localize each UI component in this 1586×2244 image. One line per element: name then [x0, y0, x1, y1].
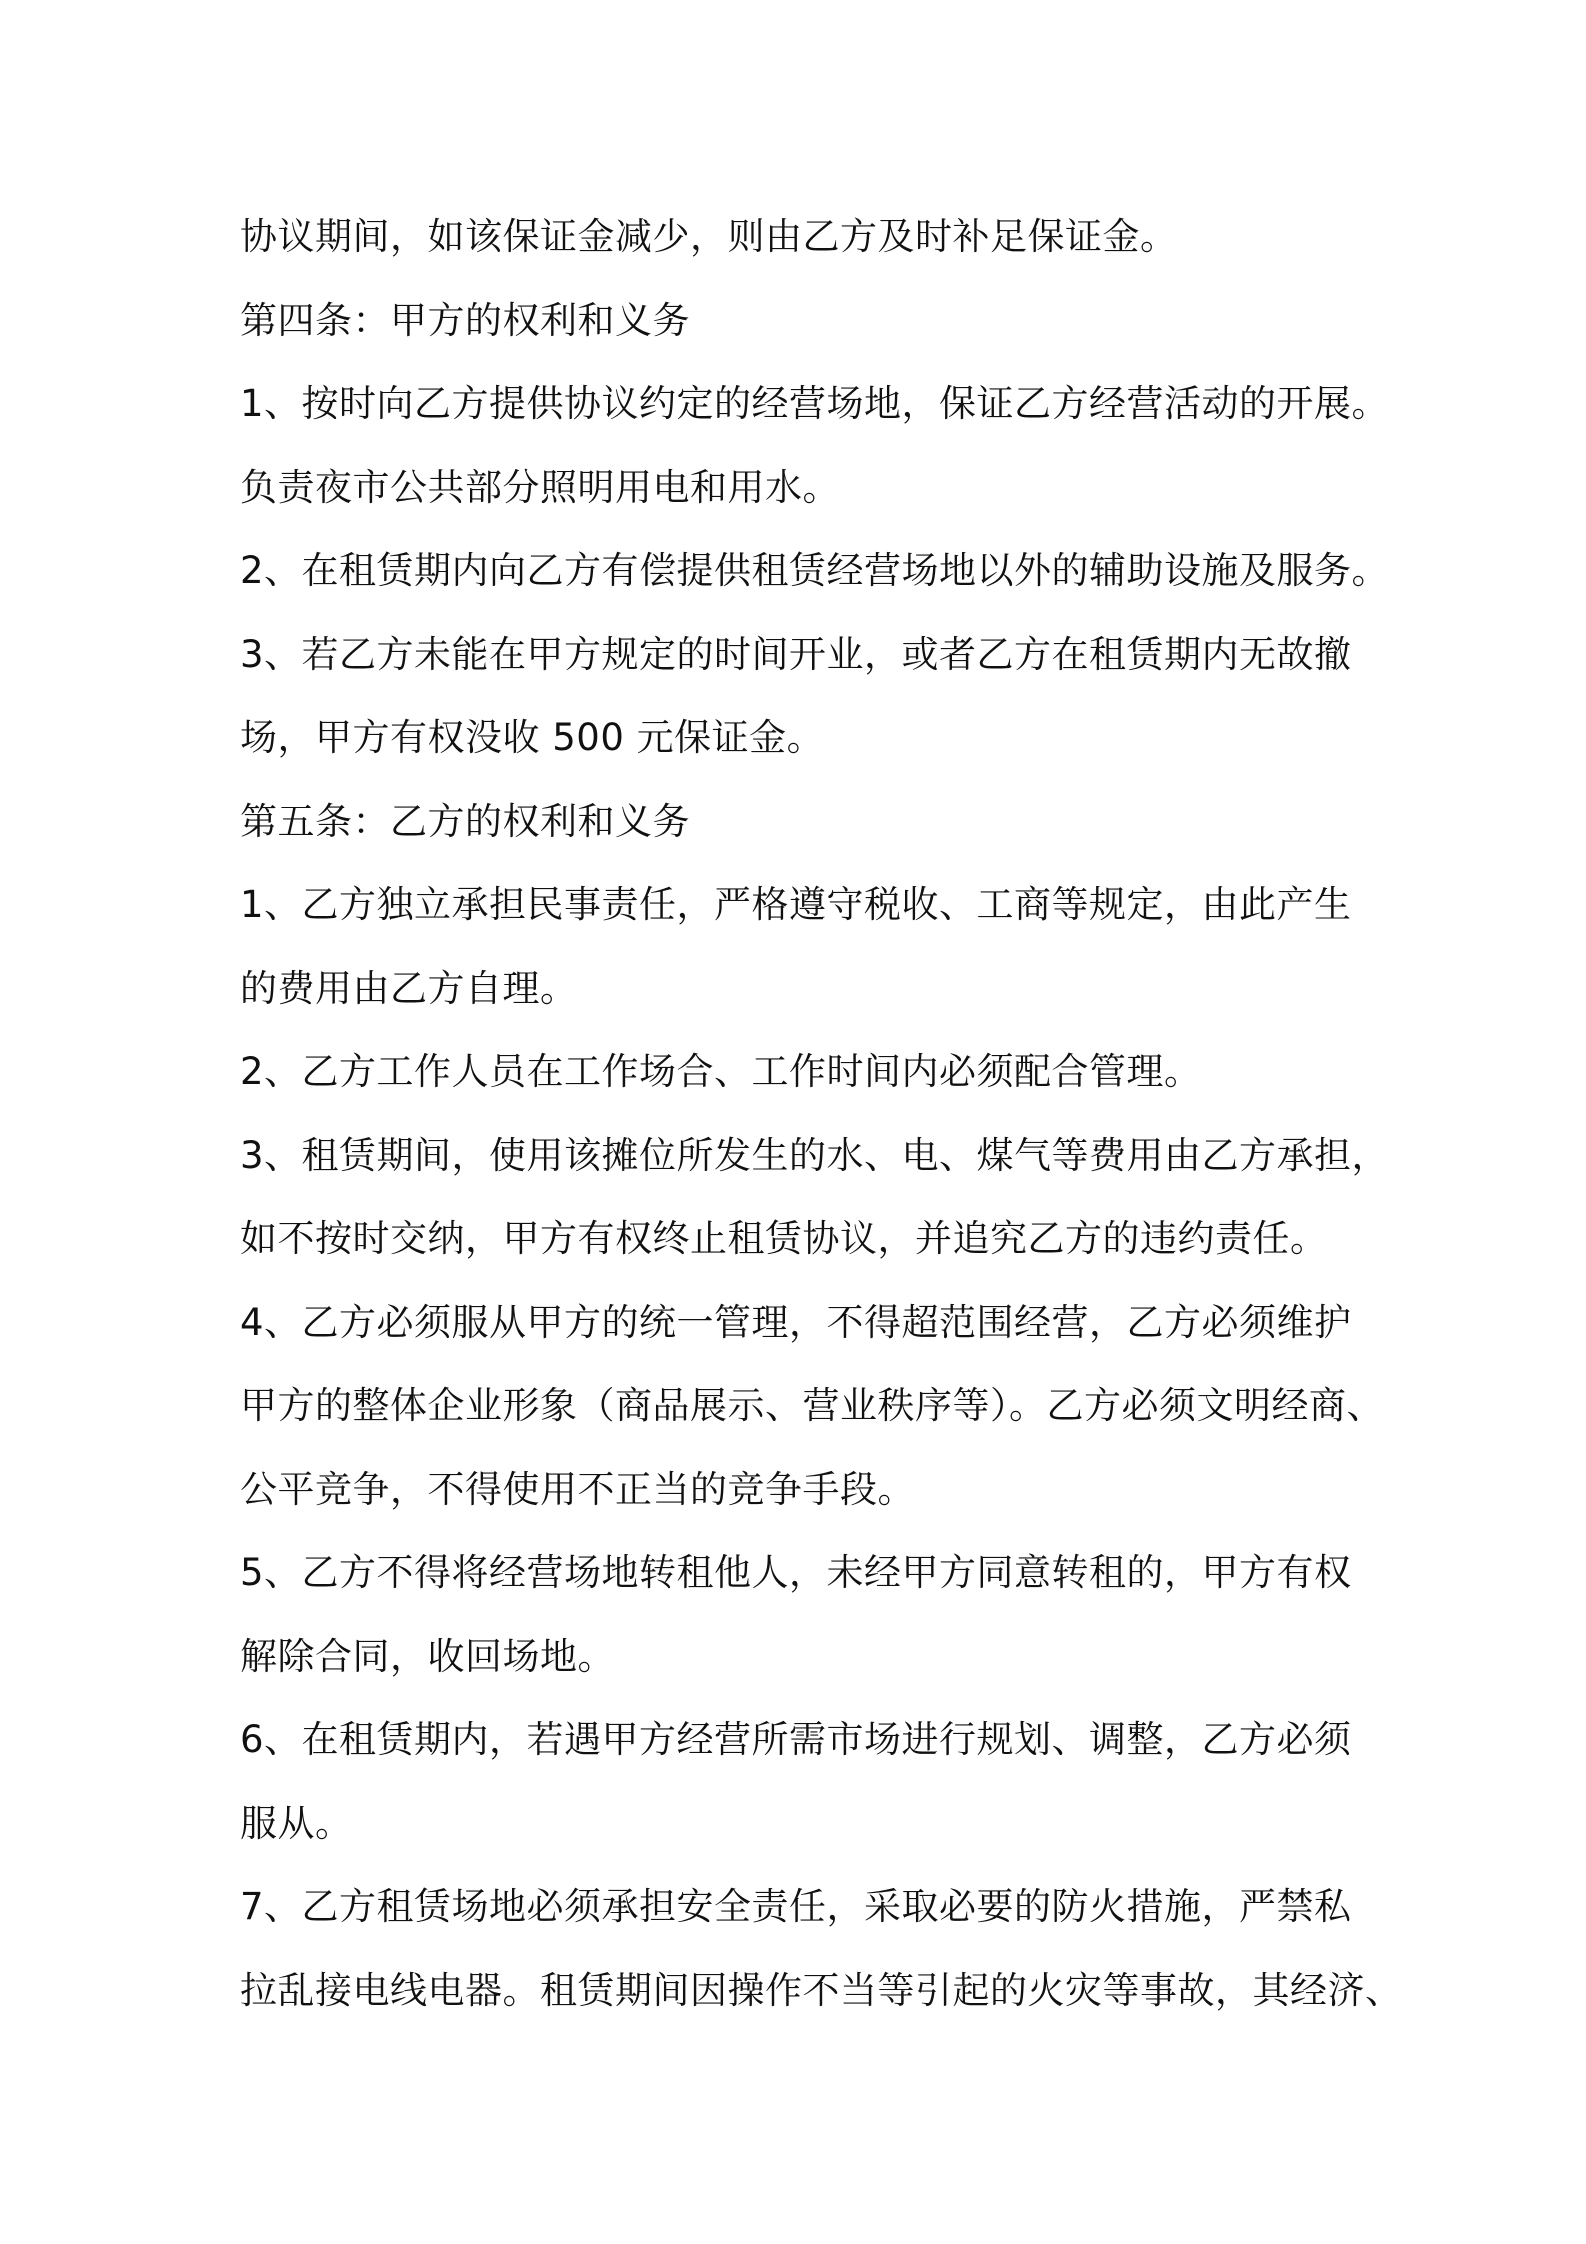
text-line: 场，甲方有权没收 500 元保证金。	[240, 716, 825, 759]
text-line: 甲方的整体企业形象（商品展示、营业秩序等）。乙方必须文明经商、	[240, 1384, 1384, 1427]
text-line: 负责夜市公共部分照明用电和用水。	[240, 465, 840, 509]
text-line: 拉乱接电线电器。租赁期间因操作不当等引起的火灾等事故，其经济、	[240, 1968, 1403, 2012]
text-line: 如不按时交纳，甲方有权终止租赁协议，并追究乙方的违约责任。	[240, 1217, 1328, 1260]
section-heading: 第四条：甲方的权利和义务	[240, 298, 690, 342]
text-line: 的费用由乙方自理。	[240, 966, 578, 1010]
text-line: 6、在租赁期内，若遇甲方经营所需市场进行规划、调整，乙方必须	[240, 1718, 1352, 1761]
text-line: 5、乙方不得将经营场地转租他人，未经甲方同意转租的，甲方有权	[240, 1551, 1352, 1594]
text-line: 解除合同，收回场地。	[240, 1634, 615, 1678]
section-heading: 第五条：乙方的权利和义务	[240, 799, 690, 843]
document-body	[240, 195, 1403, 2032]
text-line: 3、租赁期间，使用该摊位所发生的水、电、煤气等费用由乙方承担，	[240, 1133, 1390, 1177]
text-line: 4、乙方必须服从甲方的统一管理，不得超范围经营，乙方必须维护	[240, 1300, 1352, 1344]
text-line: 7、乙方租赁场地必须承担安全责任，采取必要的防火措施，严禁私	[240, 1885, 1352, 1928]
text-line: 1、按时向乙方提供协议约定的经营场地，保证乙方经营活动的开展。	[240, 382, 1390, 425]
text-line: 1、乙方独立承担民事责任，严格遵守税收、工商等规定，由此产生	[240, 883, 1352, 926]
text-line: 2、乙方工作人员在工作场合、工作时间内必须配合管理。	[240, 1050, 1202, 1093]
text-line: 3、若乙方未能在甲方规定的时间开业，或者乙方在租赁期内无故撤	[240, 632, 1352, 676]
text-line: 协议期间，如该保证金减少，则由乙方及时补足保证金。	[240, 215, 1178, 258]
text-line: 服从。	[240, 1801, 353, 1845]
text-line: 2、在租赁期内向乙方有偿提供租赁经营场地以外的辅助设施及服务。	[240, 549, 1390, 592]
text-line: 公平竞争，不得使用不正当的竞争手段。	[240, 1467, 915, 1511]
